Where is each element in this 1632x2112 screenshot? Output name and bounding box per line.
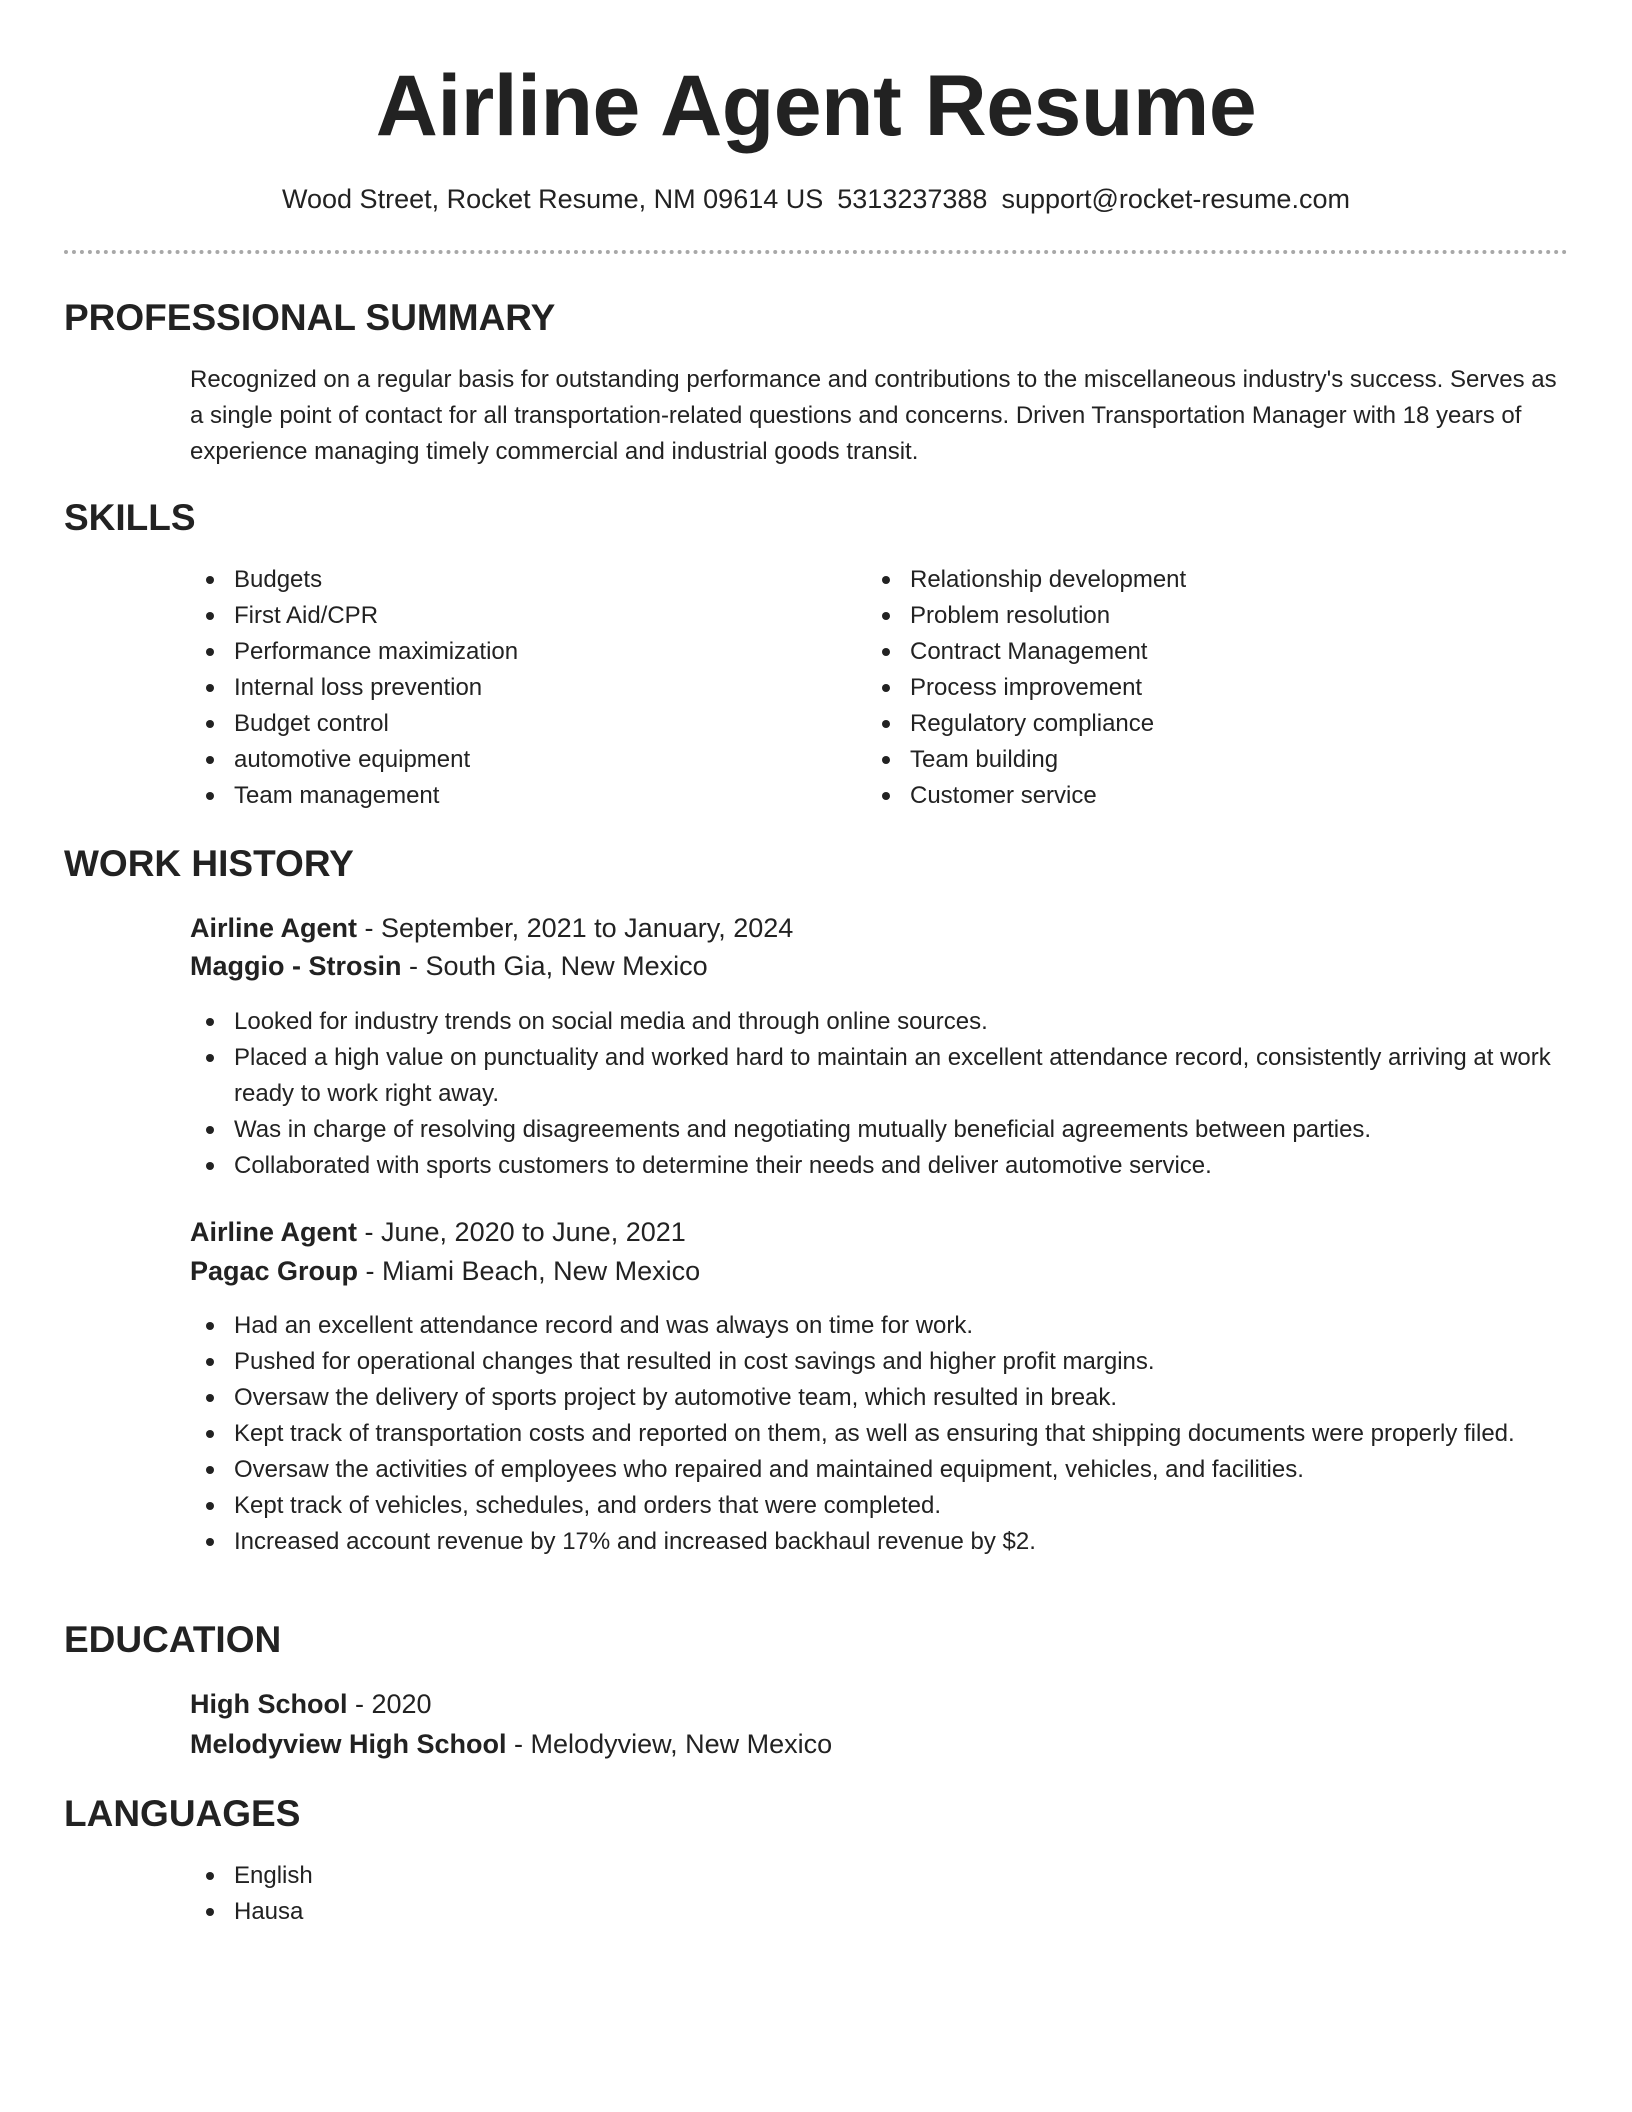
skill-item: Customer service: [866, 778, 1466, 814]
job-bullet: Increased account revenue by 17% and increased backhaul revenue by $2.: [190, 1524, 1570, 1560]
skills-heading: SKILLS: [64, 497, 196, 538]
job-bullet: Placed a high value on punctuality and worked hard to maintain an excellent attendance record, consistently arriving at work ready to work right away.: [190, 1040, 1570, 1112]
job-bullet: Oversaw the delivery of sports project by automotive team, which resulted in break.: [190, 1380, 1570, 1416]
education-year: - 2020: [347, 1689, 432, 1719]
job-dates: - June, 2020 to June, 2021: [357, 1217, 686, 1247]
resume-title: Airline Agent Resume: [375, 58, 1257, 154]
skill-item: Contract Management: [866, 634, 1466, 670]
language-item: English: [190, 1858, 790, 1894]
job-bullet: Had an excellent attendance record and was always on time for work.: [190, 1308, 1570, 1344]
work-heading: WORK HISTORY: [64, 843, 354, 884]
education-school-line: [190, 1726, 832, 1762]
job-bullet: Was in charge of resolving disagreements and negotiating mutually beneficial agreements between parties.: [190, 1112, 1570, 1148]
skill-item: Budget control: [190, 706, 790, 742]
skill-item: Problem resolution: [866, 598, 1466, 634]
education-school: Melodyview High School: [190, 1729, 507, 1759]
job-bullets: [190, 1308, 1570, 1560]
job-title: Airline Agent: [190, 1217, 358, 1247]
skills-list-right: [866, 562, 1466, 814]
skill-item: Team building: [866, 742, 1466, 778]
summary-text: Recognized on a regular basis for outstanding performance and contributions to the miscellaneous industry's success. Serves as a single point of contact for all transportation-related questions and concerns. Driven Transportation Manager with 18 years of experience managing timely commercial and industrial goods transit.: [190, 366, 1557, 465]
job-company: Pagac Group: [190, 1256, 359, 1286]
language-item: Hausa: [190, 1894, 790, 1930]
job-bullet: Oversaw the activities of employees who repaired and maintained equipment, vehicles, and facilities.: [190, 1452, 1570, 1488]
job-company-line: [190, 948, 708, 984]
skill-item: Internal loss prevention: [190, 670, 790, 706]
job-company-line: [190, 1253, 700, 1289]
contact-phone: 5313237388: [837, 184, 988, 214]
languages-heading: LANGUAGES: [64, 1793, 301, 1834]
skill-item: Relationship development: [866, 562, 1466, 598]
education-degree: High School: [190, 1689, 348, 1719]
skill-item: First Aid/CPR: [190, 598, 790, 634]
skill-item: Budgets: [190, 562, 790, 598]
education-location: - Melodyview, New Mexico: [506, 1729, 833, 1759]
skill-item: Regulatory compliance: [866, 706, 1466, 742]
job-bullet: Kept track of vehicles, schedules, and orders that were completed.: [190, 1488, 1570, 1524]
skill-item: Process improvement: [866, 670, 1466, 706]
job-bullet: Kept track of transportation costs and reported on them, as well as ensuring that shipping documents were properly filed.: [190, 1416, 1570, 1452]
skills-list-left: [190, 562, 790, 814]
contact-address: Wood Street, Rocket Resume, NM 09614 US: [282, 184, 824, 214]
skill-item: Team management: [190, 778, 790, 814]
contact-line: [0, 182, 1632, 216]
job-bullet: Pushed for operational changes that resulted in cost savings and higher profit margins.: [190, 1344, 1570, 1380]
job-bullet: Collaborated with sports customers to determine their needs and deliver automotive service.: [190, 1148, 1570, 1184]
job-location: - South Gia, New Mexico: [401, 951, 708, 981]
job-bullets: [190, 1004, 1570, 1184]
job-company: Maggio - Strosin: [190, 951, 402, 981]
summary-heading: PROFESSIONAL SUMMARY: [64, 297, 556, 338]
education-heading: EDUCATION: [64, 1619, 282, 1660]
job-title: Airline Agent: [190, 913, 358, 943]
job-location: - Miami Beach, New Mexico: [358, 1256, 701, 1286]
languages-list: [190, 1858, 790, 1930]
job-dates: - September, 2021 to January, 2024: [357, 913, 794, 943]
job-title-line: [190, 1214, 686, 1250]
contact-email: support@rocket-resume.com: [1001, 184, 1350, 214]
skill-item: automotive equipment: [190, 742, 790, 778]
header-divider: [64, 250, 1568, 254]
job-bullet: Looked for industry trends on social media and through online sources.: [190, 1004, 1570, 1040]
job-title-line: [190, 910, 793, 946]
skill-item: Performance maximization: [190, 634, 790, 670]
education-degree-line: [190, 1686, 432, 1722]
